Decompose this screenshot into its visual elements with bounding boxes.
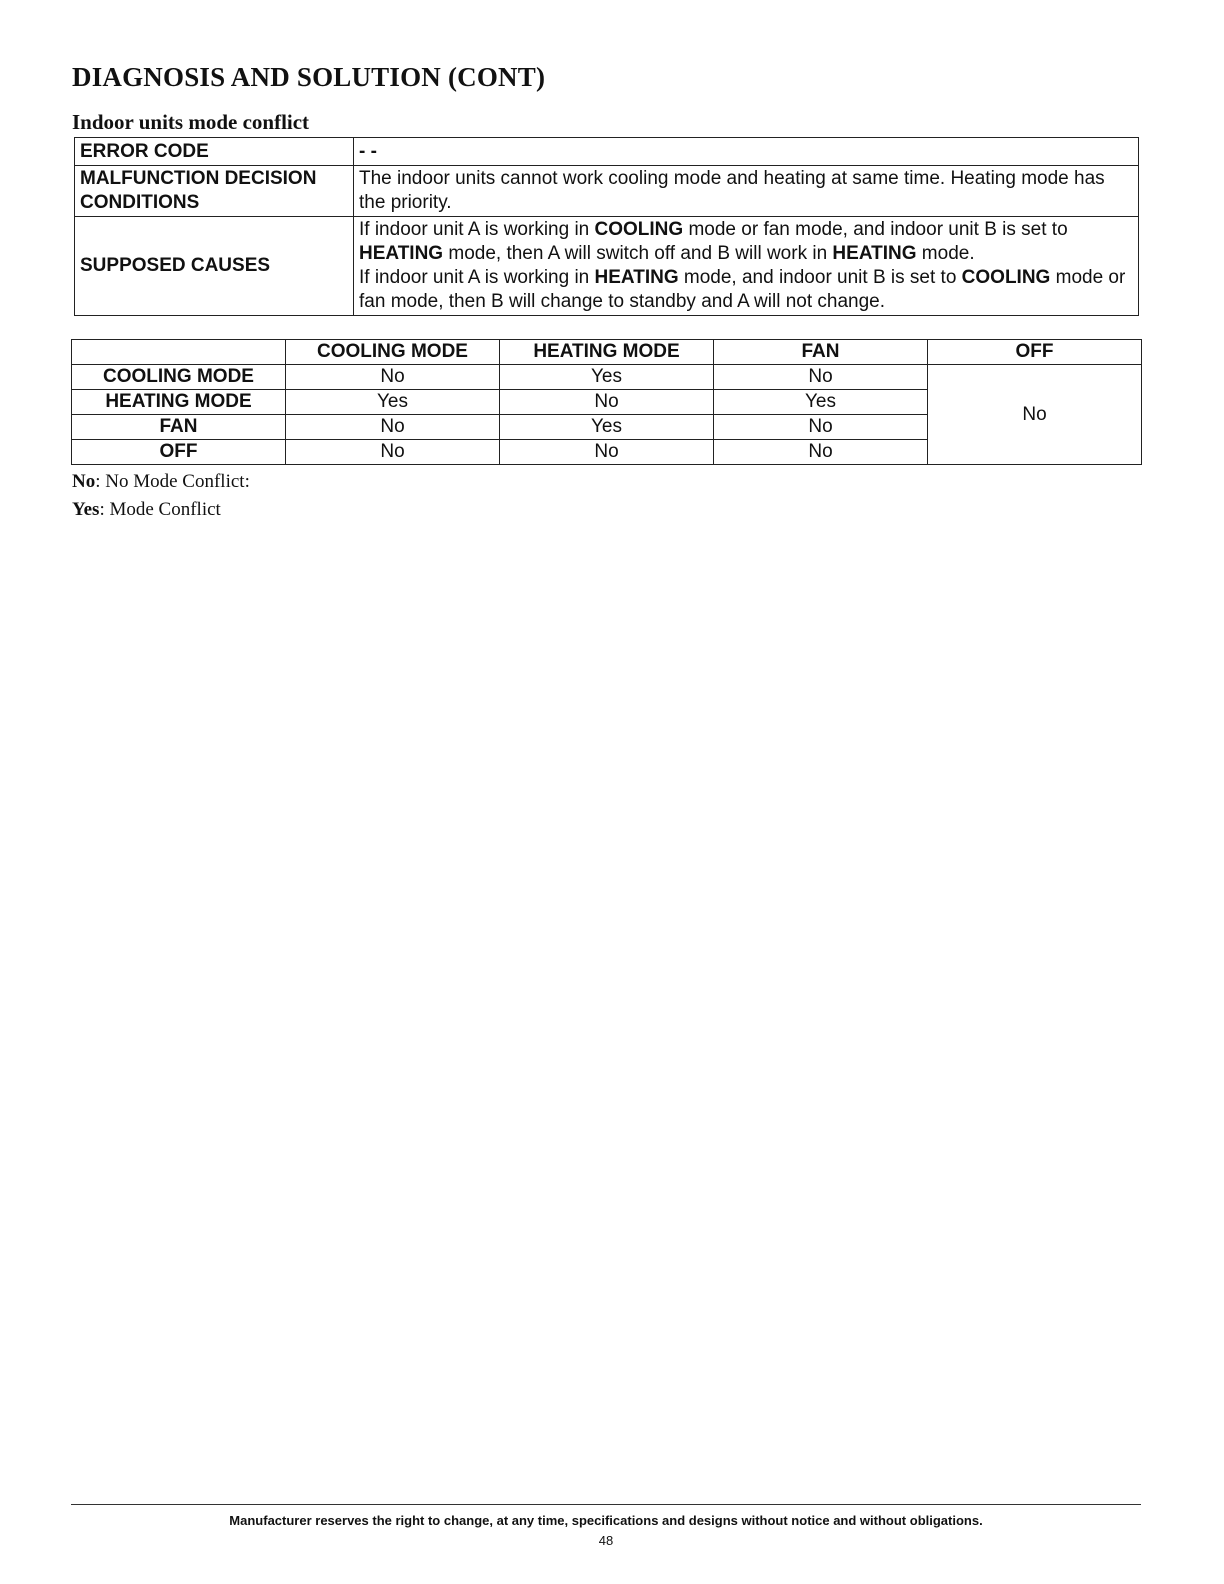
row-header: COOLING MODE [72,365,286,390]
cause-text: If indoor unit A is working in [359,267,595,288]
table-cell: No [714,365,928,390]
table-cell: No [286,415,500,440]
table-cell: No [286,365,500,390]
table-cell: No [714,415,928,440]
row-header: OFF [72,440,286,465]
cause-keyword: COOLING [594,219,684,240]
page-number: 48 [598,1533,614,1548]
table-cell: No [500,390,714,415]
legend-no [72,471,250,493]
error-info-table [74,137,1139,316]
cause-text: If indoor unit A is working in [359,219,595,240]
table-cell: Yes [286,390,500,415]
column-header: HEATING MODE [500,340,714,365]
footer-disclaimer: Manufacturer reserves the right to change, at any time, specifications and designs without notice and without obligations. [229,1513,983,1528]
cause-keyword: HEATING [594,267,679,288]
supposed-causes-label: SUPPOSED CAUSES [75,217,354,316]
mode-table-header-row [72,340,1142,365]
cause-text: mode, and indoor unit B is set to [678,267,962,288]
malfunction-value: The indoor units cannot work cooling mode and heating at same time. Heating mode has the priority. [354,166,1139,217]
column-header: OFF [928,340,1142,365]
table-row [72,365,1142,390]
malfunction-row [75,166,1139,217]
column-header: COOLING MODE [286,340,500,365]
table-cell: No [500,440,714,465]
table-cell: Yes [714,390,928,415]
section-title: Indoor units mode conflict [72,110,310,134]
cause-keyword: COOLING [961,267,1051,288]
legend-yes [72,499,221,521]
cause-keyword: HEATING [359,243,444,264]
table-cell: Yes [500,365,714,390]
error-code-label: ERROR CODE [75,138,354,166]
supposed-causes-row [75,217,1139,316]
error-code-value: - - [354,138,1139,166]
mode-conflict-table [71,339,1142,465]
legend-no-text: : No Mode Conflict: [95,471,250,492]
cause-text: mode or fan mode, then B will change to standby and A will not change. [359,267,1126,312]
table-cell: No [714,440,928,465]
cause-keyword: HEATING [832,243,917,264]
footer-divider [71,1504,1141,1505]
supposed-causes-value [354,217,1139,316]
legend-yes-key: Yes [72,499,100,520]
row-header: FAN [72,415,286,440]
table-cell: Yes [500,415,714,440]
cause-text: mode, then A will switch off and B will work in [443,243,833,264]
corner-cell [72,340,286,365]
malfunction-label: MALFUNCTION DECISION CONDITIONS [75,166,354,217]
cause-text: mode or fan mode, and indoor unit B is set to [683,219,1068,240]
cause-text: mode. [916,243,975,264]
row-header: HEATING MODE [72,390,286,415]
legend-no-key: No [72,471,96,492]
column-header: FAN [714,340,928,365]
error-code-row [75,138,1139,166]
table-cell: No [286,440,500,465]
legend-yes-text: : Mode Conflict [99,499,221,520]
page-title: DIAGNOSIS AND SOLUTION (CONT) [72,62,546,92]
off-column-cell: No [928,365,1142,465]
